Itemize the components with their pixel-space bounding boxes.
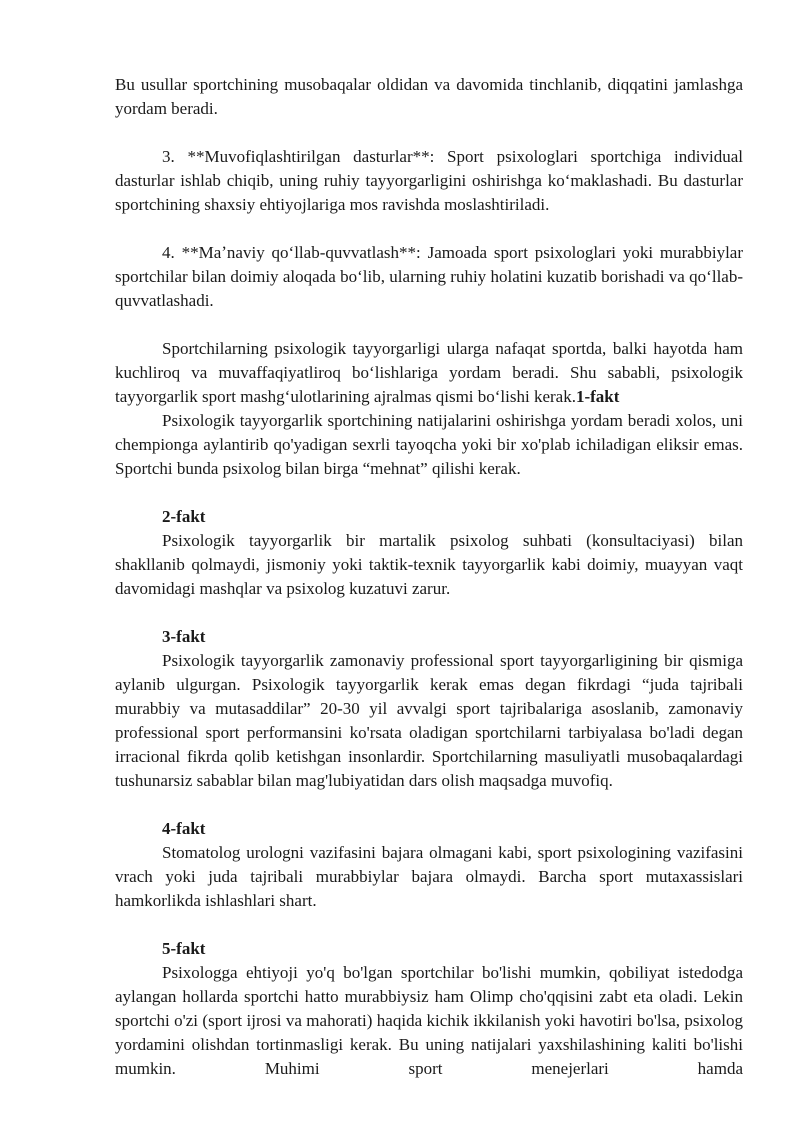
fact-3-body: Psixologik tayyorgarlik zamonaviy professional sport tayyorgarligining bir qismiga aylanib ulgurgan. Psixologik tayyorgarlik kerak emas degan fikrdagi “juda tajribali murabbiy va mutasaddilar” 20-30 yil avvalgi sport tajribalariga asoslanib, zamonaviy professional sport performansini ko'rsata oladigan sportchilarni tarbiyalasa bo'ladi degan irracional fikrda qolib ketishgan insonlardir. Sportchilarning masuliyatli musobaqalardagi tushunarsiz sabablar bilan mag'lubiyatidan dars olish maqsadga muvofiq. [115,651,743,790]
fact-3-heading: 3-fakt [162,627,206,646]
paragraph-gap [115,481,743,505]
paragraph-psixologik-tayyorgarligi [115,337,743,409]
paragraph-gap [115,313,743,337]
fact-5-heading: 5-fakt [162,939,206,958]
fact-2-heading: 2-fakt [162,507,206,526]
fact-4-heading: 4-fakt [162,819,206,838]
paragraph-usullar: Bu usullar sportchining musobaqalar oldidan va davomida tinchlanib, diqqatini jamlashga yordam beradi. [115,75,743,118]
paragraph-gap [115,913,743,937]
fact-1-body: Psixologik tayyorgarlik sportchining natijalarini oshirishga yordam beradi xolos, uni chempionga aylantirib qo'yadigan sexrli tayoqcha yoki bir xo'plab ichiladigan eliksir emas. Sportchi bunda psixolog bilan birga “mehnat” qilishi kerak. [115,411,743,478]
fact-4-body: Stomatolog urologni vazifasini bajara olmagani kabi, sport psixologining vazifasini vrach yoki juda tajribali murabbiylar bajara olmaydi. Barcha sport mutaxassislari hamkorlikda ishlashlari shart. [115,843,743,910]
document-page [115,73,743,1081]
paragraph-gap [115,793,743,817]
paragraph-text: Sportchilarning psixologik tayyorgarligi ularga nafaqat sportda, balki hayotda ham kuchliroq va muvaffaqiyatliroq boʻlishlariga yordam beradi. Shu sababli, psixologik tayyorgarlik sport mashgʻulotlarining ajralmas qismi boʻlishi kerak. [115,339,743,406]
paragraph-gap [115,601,743,625]
paragraph-gap [115,217,743,241]
paragraph-muvofiqlashtirilgan-dasturlar: 3. **Muvofiqlashtirilgan dasturlar**: Sport psixologlari sportchiga individual dasturlar ishlab chiqib, uning ruhiy tayyorgarligini oshirishga koʻmaklashadi. Bu dasturlar sportchining shaxsiy ehtiyojlariga mos ravishda moslashtiriladi. [115,147,743,214]
fact-2-body: Psixologik tayyorgarlik bir martalik psixolog suhbati (konsultaciyasi) bilan shakllanib qolmaydi, jismoniy yoki taktik-texnik tayyorgarlik kabi doimiy, muayyan vaqt davomidagi mashqlar va psixolog kuzatuvi zarur. [115,531,743,598]
paragraph-manaviy-qollab-quvvatlash: 4. **Maʼnaviy qoʻllab-quvvatlash**: Jamoada sport psixologlari yoki murabbiylar sportchilar bilan doimiy aloqada boʻlib, ularning ruhiy holatini kuzatib borishadi va qoʻllab-quvvatlashadi. [115,243,743,310]
paragraph-gap [115,121,743,145]
fact-1-heading: 1-fakt [575,387,620,406]
fact-5-body: Psixologga ehtiyoji yo'q bo'lgan sportchilar bo'lishi mumkin, qobiliyat istedodga aylangan hollarda sportchi hatto murabbiysiz ham Olimp cho'qqisini zabt eta oladi. Lekin sportchi o'zi (sport ijrosi va mahorati) haqida kichik ikkilanish yoki havotiri bo'lsa, psixolog yordamini olishdan tortinmasligi kerak. Bu uning natijalari yaxshilashining kaliti bo'lishi mumkin. Muhimi sport menejerlari hamda [115,963,743,1078]
